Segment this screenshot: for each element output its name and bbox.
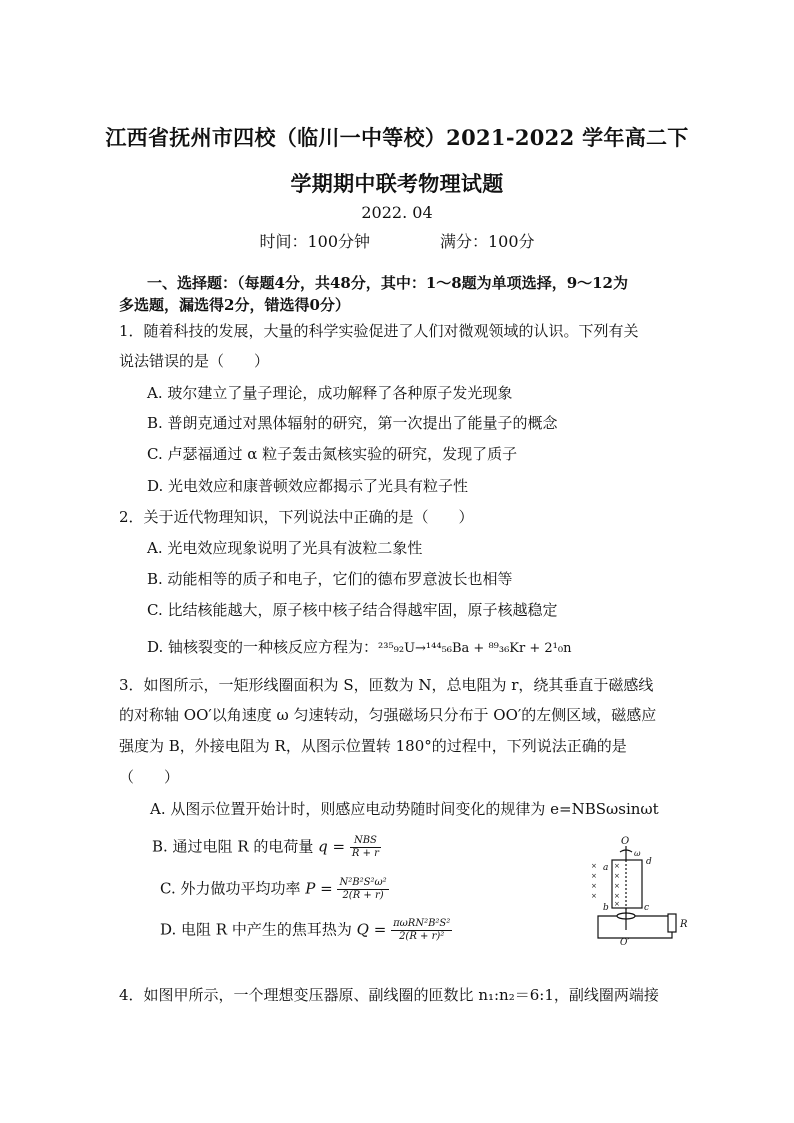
q3-c-numerator: N²B²S²ω² (339, 877, 387, 888)
q1-stem-line1: 1．随着科技的发展，大量的科学实验促进了人们对微观领域的认识。下列有关 (119, 322, 639, 340)
q1-option-b: B. 普朗克通过对黑体辐射的研究，第一次提出了能量子的概念 (147, 414, 558, 432)
q1-stem-line2: 说法错误的是（ ） (119, 352, 270, 370)
score-label: 满分：100分 (440, 232, 535, 251)
cross-9: × (614, 900, 620, 908)
label-o-prime: O′ (620, 938, 630, 946)
time-label: 时间：100分钟 (259, 232, 370, 251)
q2-option-d (147, 637, 571, 659)
cross-6: × (614, 872, 620, 880)
cross-1: × (591, 862, 597, 870)
q3-stem-line2: 的对称轴 OO′以角速度 ω 匀速转动，匀强磁场只分布于 OO′的左侧区域，磁感应 (119, 706, 657, 724)
label-b: b (603, 903, 609, 913)
label-d: d (646, 857, 652, 867)
q3-d-denominator: 2(R + r)² (399, 931, 445, 942)
q3-c-denominator: 2(R + r) (342, 890, 384, 901)
cross-8: × (614, 892, 620, 900)
q3-coil-figure (588, 834, 698, 946)
q3-d-lhs: Q = (356, 920, 387, 939)
cross-4: × (591, 892, 597, 900)
q2-option-b: B. 动能相等的质子和电子，它们的德布罗意波长也相等 (147, 570, 513, 588)
exam-meta (0, 229, 794, 252)
exam-title-line2: 学期期中联考物理试题 (290, 171, 504, 196)
q3-option-d (160, 918, 452, 943)
external-circuit (598, 916, 672, 938)
q3-option-a: A. 从图示位置开始计时，则感应电动势随时间变化的规律为 e=NBSωsinωt (150, 800, 659, 818)
label-c: c (644, 903, 650, 913)
q3-stem-line4: （ ） (119, 768, 180, 786)
q3-stem-line1: 3．如图所示，一矩形线圈面积为 S，匝数为 N，总电阻为 r，绕其垂直于磁感线 (119, 676, 654, 694)
q3-d-numerator: πωRN²B²S² (393, 918, 451, 929)
section-header-line1: 一、选择题：（每题4分，共48分，其中：1～8题为单项选择，9～12为 (147, 274, 628, 292)
exam-date: 2022. 04 (361, 203, 433, 222)
cross-3: × (591, 882, 597, 890)
q4-stem-line1: 4．如图甲所示，一个理想变压器原、副线圈的匝数比 n₁:n₂＝6:1，副线圈两端接 (119, 986, 659, 1004)
q3-option-b (152, 835, 381, 860)
q3-option-b-label: B. 通过电阻 R 的电荷量 (152, 837, 314, 856)
q3-option-c-label: C. 外力做功平均功率 (160, 879, 301, 898)
q2-option-a: A. 光电效应现象说明了光具有波粒二象性 (147, 539, 423, 557)
label-omega: ω (634, 849, 641, 858)
resistor-r (668, 914, 676, 932)
q2-nuclear-equation: ²³⁵₉₂U→¹⁴⁴₅₆Ba + ⁸⁹₃₆Kr + 2¹₀n (378, 641, 572, 656)
q3-c-lhs: P = (305, 879, 333, 898)
q2-option-d-label: D. 铀核裂变的一种核反应方程为： (147, 638, 379, 656)
q3-d-fraction (391, 918, 452, 943)
q3-b-lhs: q = (318, 837, 346, 856)
q2-option-c: C. 比结核能越大，原子核中核子结合得越牢固，原子核越稳定 (147, 601, 558, 619)
label-a: a (603, 863, 609, 873)
label-o: O (621, 836, 630, 847)
q1-option-d: D. 光电效应和康普顿效应都揭示了光具有粒子性 (147, 477, 469, 495)
q3-b-numerator: NBS (350, 835, 381, 848)
cross-5: × (614, 862, 620, 870)
q1-option-c: C. 卢瑟福通过 α 粒子轰击氮核实验的研究，发现了质子 (147, 445, 518, 463)
q3-c-fraction (337, 877, 388, 902)
q1-option-a: A. 玻尔建立了量子理论，成功解释了各种原子发光现象 (147, 384, 513, 402)
q3-stem-line3: 强度为 B，外接电阻为 R，从图示位置转 180°的过程中，下列说法正确的是 (119, 737, 627, 755)
cross-2: × (591, 872, 597, 880)
exam-title-line1: 江西省抚州市四校（临川一中等校）2021-2022 学年高二下 (105, 125, 689, 150)
q3-option-d-label: D. 电阻 R 中产生的焦耳热为 (160, 920, 352, 939)
q3-b-fraction (350, 835, 381, 860)
q3-option-c (160, 877, 389, 902)
label-r: R (680, 919, 688, 930)
cross-7: × (614, 882, 620, 890)
section-header-line2: 多选题，漏选得2分，错选得0分） (119, 296, 350, 314)
q2-stem: 2．关于近代物理知识，下列说法中正确的是（ ） (119, 508, 474, 526)
q3-b-denominator: R + r (351, 848, 379, 859)
